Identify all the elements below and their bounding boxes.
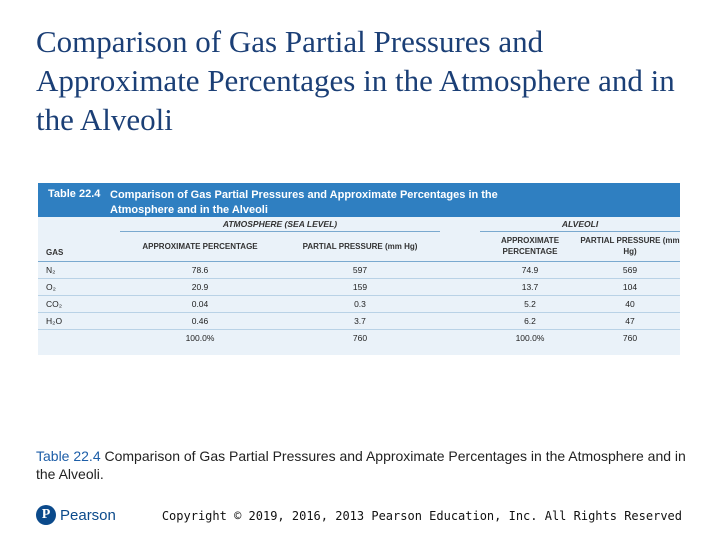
col-header-atm-percent: APPROXIMATE PERCENTAGE [120,232,280,262]
cell-gas [38,329,120,346]
cell-alv-pressure: 47 [580,312,680,329]
pearson-logo [36,503,116,527]
group-header-alveoli: ALVEOLI [480,217,680,232]
cell-alv-pressure: 760 [622,332,638,343]
cell-alv-percent: 13.7 [480,278,580,295]
cell-gas: CO₂ [38,295,120,312]
cell-atm-percent: 20.9 [120,278,280,295]
cell-alv-percent: 100.0% [515,332,545,343]
col-header-alv-percent: APPROXIMATE PERCENTAGE [480,232,580,262]
table-row [38,312,680,329]
cell-gas: H₂O [38,312,120,329]
cell-atm-pressure: 0.3 [280,295,440,312]
cell-alv-percent: 74.9 [480,261,580,278]
cell-atm-percent: 0.46 [120,312,280,329]
col-header-alv-pressure: PARTIAL PRESSURE (mm Hg) [580,232,680,262]
pearson-p-icon: P [36,505,56,525]
table-row [38,295,680,312]
cell-gas: N₂ [38,261,120,278]
table-caption: Comparison of Gas Partial Pressures and Approximate Percentages in the Atmosphere and in the Alveoli [110,189,498,216]
table-header-bar [38,183,680,217]
group-header-row [38,217,680,232]
cell-alv-percent: 5.2 [480,295,580,312]
cell-alv-pressure: 569 [580,261,680,278]
cell-atm-percent: 100.0% [185,332,215,343]
cell-alv-percent: 6.2 [480,312,580,329]
col-header-gas: GAS [38,232,120,262]
pearson-wordmark: Pearson [60,506,116,524]
caption-text: Comparison of Gas Partial Pressures and Approximate Percentages in the Atmosphere and in the Alveoli. [36,448,686,482]
table-row [38,261,680,278]
column-header-row [38,232,680,262]
cell-alv-pressure: 40 [580,295,680,312]
cell-gas: O₂ [38,278,120,295]
cell-alv-pressure: 104 [580,278,680,295]
cell-atm-percent: 0.04 [120,295,280,312]
data-table [38,217,680,346]
group-header-atmosphere: ATMOSPHERE (SEA LEVEL) [120,217,440,232]
cell-atm-pressure: 159 [280,278,440,295]
cell-atm-pressure: 3.7 [280,312,440,329]
gas-comparison-table [38,183,680,355]
col-header-atm-pressure: PARTIAL PRESSURE (mm Hg) [280,232,440,262]
cell-atm-pressure: 760 [352,332,368,343]
cell-atm-pressure: 597 [280,261,440,278]
figure-caption [36,447,686,483]
slide-title: Comparison of Gas Partial Pressures and Approximate Percentages in the Atmosphere and in the Alveoli [36,24,675,137]
table-total-row [38,329,680,346]
table-number: Table 22.4 [48,188,101,200]
table-row [38,278,680,295]
cell-atm-percent: 78.6 [120,261,280,278]
copyright-notice: Copyright © 2019, 2016, 2013 Pearson Education, Inc. All Rights Reserved [161,509,682,523]
caption-lead: Table 22.4 [36,448,101,464]
